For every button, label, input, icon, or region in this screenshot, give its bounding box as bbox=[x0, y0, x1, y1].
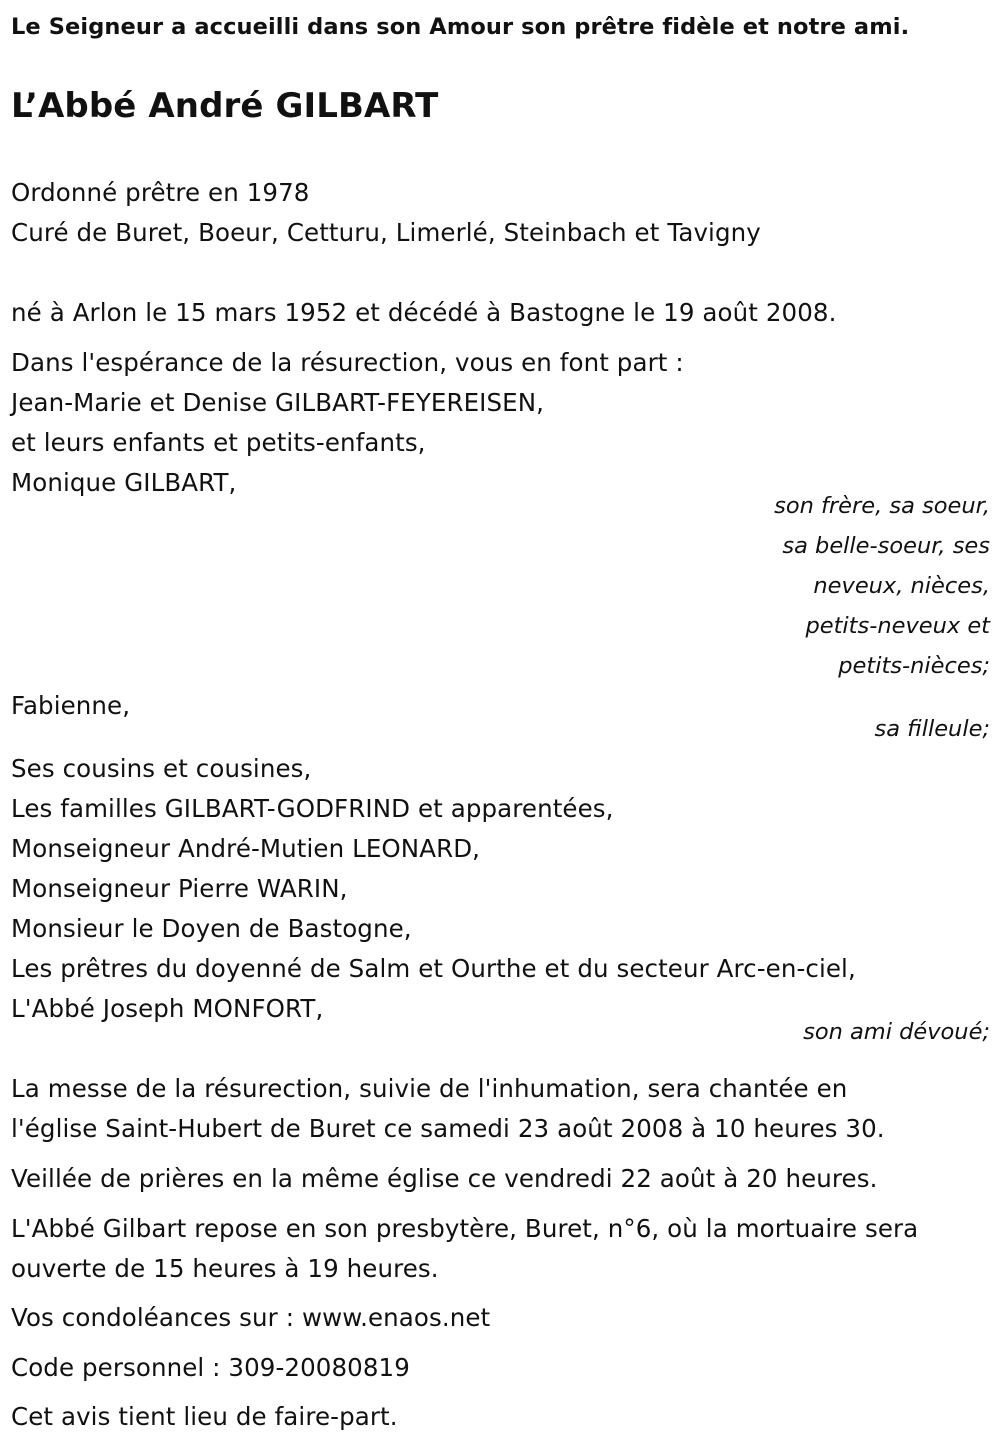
announcement-line: Dans l'espérance de la résurection, vous en font part : bbox=[11, 348, 684, 377]
mass-line: l'église Saint-Hubert de Buret ce samedi 23 août 2008 à 10 heures 30. bbox=[11, 1114, 885, 1143]
others-line: Monseigneur André-Mutien LEONARD, bbox=[11, 834, 481, 863]
birth-death-line: né à Arlon le 15 mars 1952 et décédé à Bastogne le 19 août 2008. bbox=[11, 298, 837, 327]
personal-code-line: Code personnel : 309-20080819 bbox=[11, 1353, 410, 1382]
family-relation-line: neveux, nièces, bbox=[813, 573, 990, 599]
family-relation-line: petits-nièces; bbox=[838, 653, 990, 679]
others-line: Les familles GILBART-GODFRIND et apparentées, bbox=[11, 794, 614, 823]
ordination-line: Ordonné prêtre en 1978 bbox=[11, 178, 310, 207]
goddaughter-relation: sa filleule; bbox=[874, 716, 990, 742]
repose-line: ouverte de 15 heures à 19 heures. bbox=[11, 1254, 439, 1283]
family-line: et leurs enfants et petits-enfants, bbox=[11, 428, 426, 457]
friend-relation: son ami dévoué; bbox=[803, 1019, 990, 1045]
family-line: Jean-Marie et Denise GILBART-FEYEREISEN, bbox=[11, 388, 545, 417]
others-line: Monsieur le Doyen de Bastogne, bbox=[11, 914, 412, 943]
closing-line: Cet avis tient lieu de faire-part. bbox=[11, 1402, 398, 1431]
others-line: L'Abbé Joseph MONFORT, bbox=[11, 994, 324, 1023]
family-relation-line: son frère, sa soeur, bbox=[774, 493, 990, 519]
vigil-line: Veillée de prières en la même église ce vendredi 22 août à 20 heures. bbox=[11, 1164, 878, 1193]
mass-line: La messe de la résurection, suivie de l'inhumation, sera chantée en bbox=[11, 1074, 848, 1103]
repose-line: L'Abbé Gilbart repose en son presbytère, Buret, n°6, où la mortuaire sera bbox=[11, 1214, 919, 1243]
others-line: Ses cousins et cousines, bbox=[11, 754, 312, 783]
deceased-name: L’Abbé André GILBART bbox=[11, 86, 439, 126]
others-line: Monseigneur Pierre WARIN, bbox=[11, 874, 348, 903]
parishes-line: Curé de Buret, Boeur, Cetturu, Limerlé, Steinbach et Tavigny bbox=[11, 218, 761, 247]
family-line: Monique GILBART, bbox=[11, 468, 237, 497]
family-relation-line: petits-neveux et bbox=[805, 613, 990, 639]
header-text: Le Seigneur a accueilli dans son Amour son prêtre fidèle et notre ami. bbox=[11, 14, 910, 40]
goddaughter-line: Fabienne, bbox=[11, 691, 131, 720]
others-line: Les prêtres du doyenné de Salm et Ourthe et du secteur Arc-en-ciel, bbox=[11, 954, 856, 983]
family-relation-line: sa belle-soeur, ses bbox=[782, 533, 990, 559]
condolences-line: Vos condoléances sur : www.enaos.net bbox=[11, 1303, 491, 1332]
